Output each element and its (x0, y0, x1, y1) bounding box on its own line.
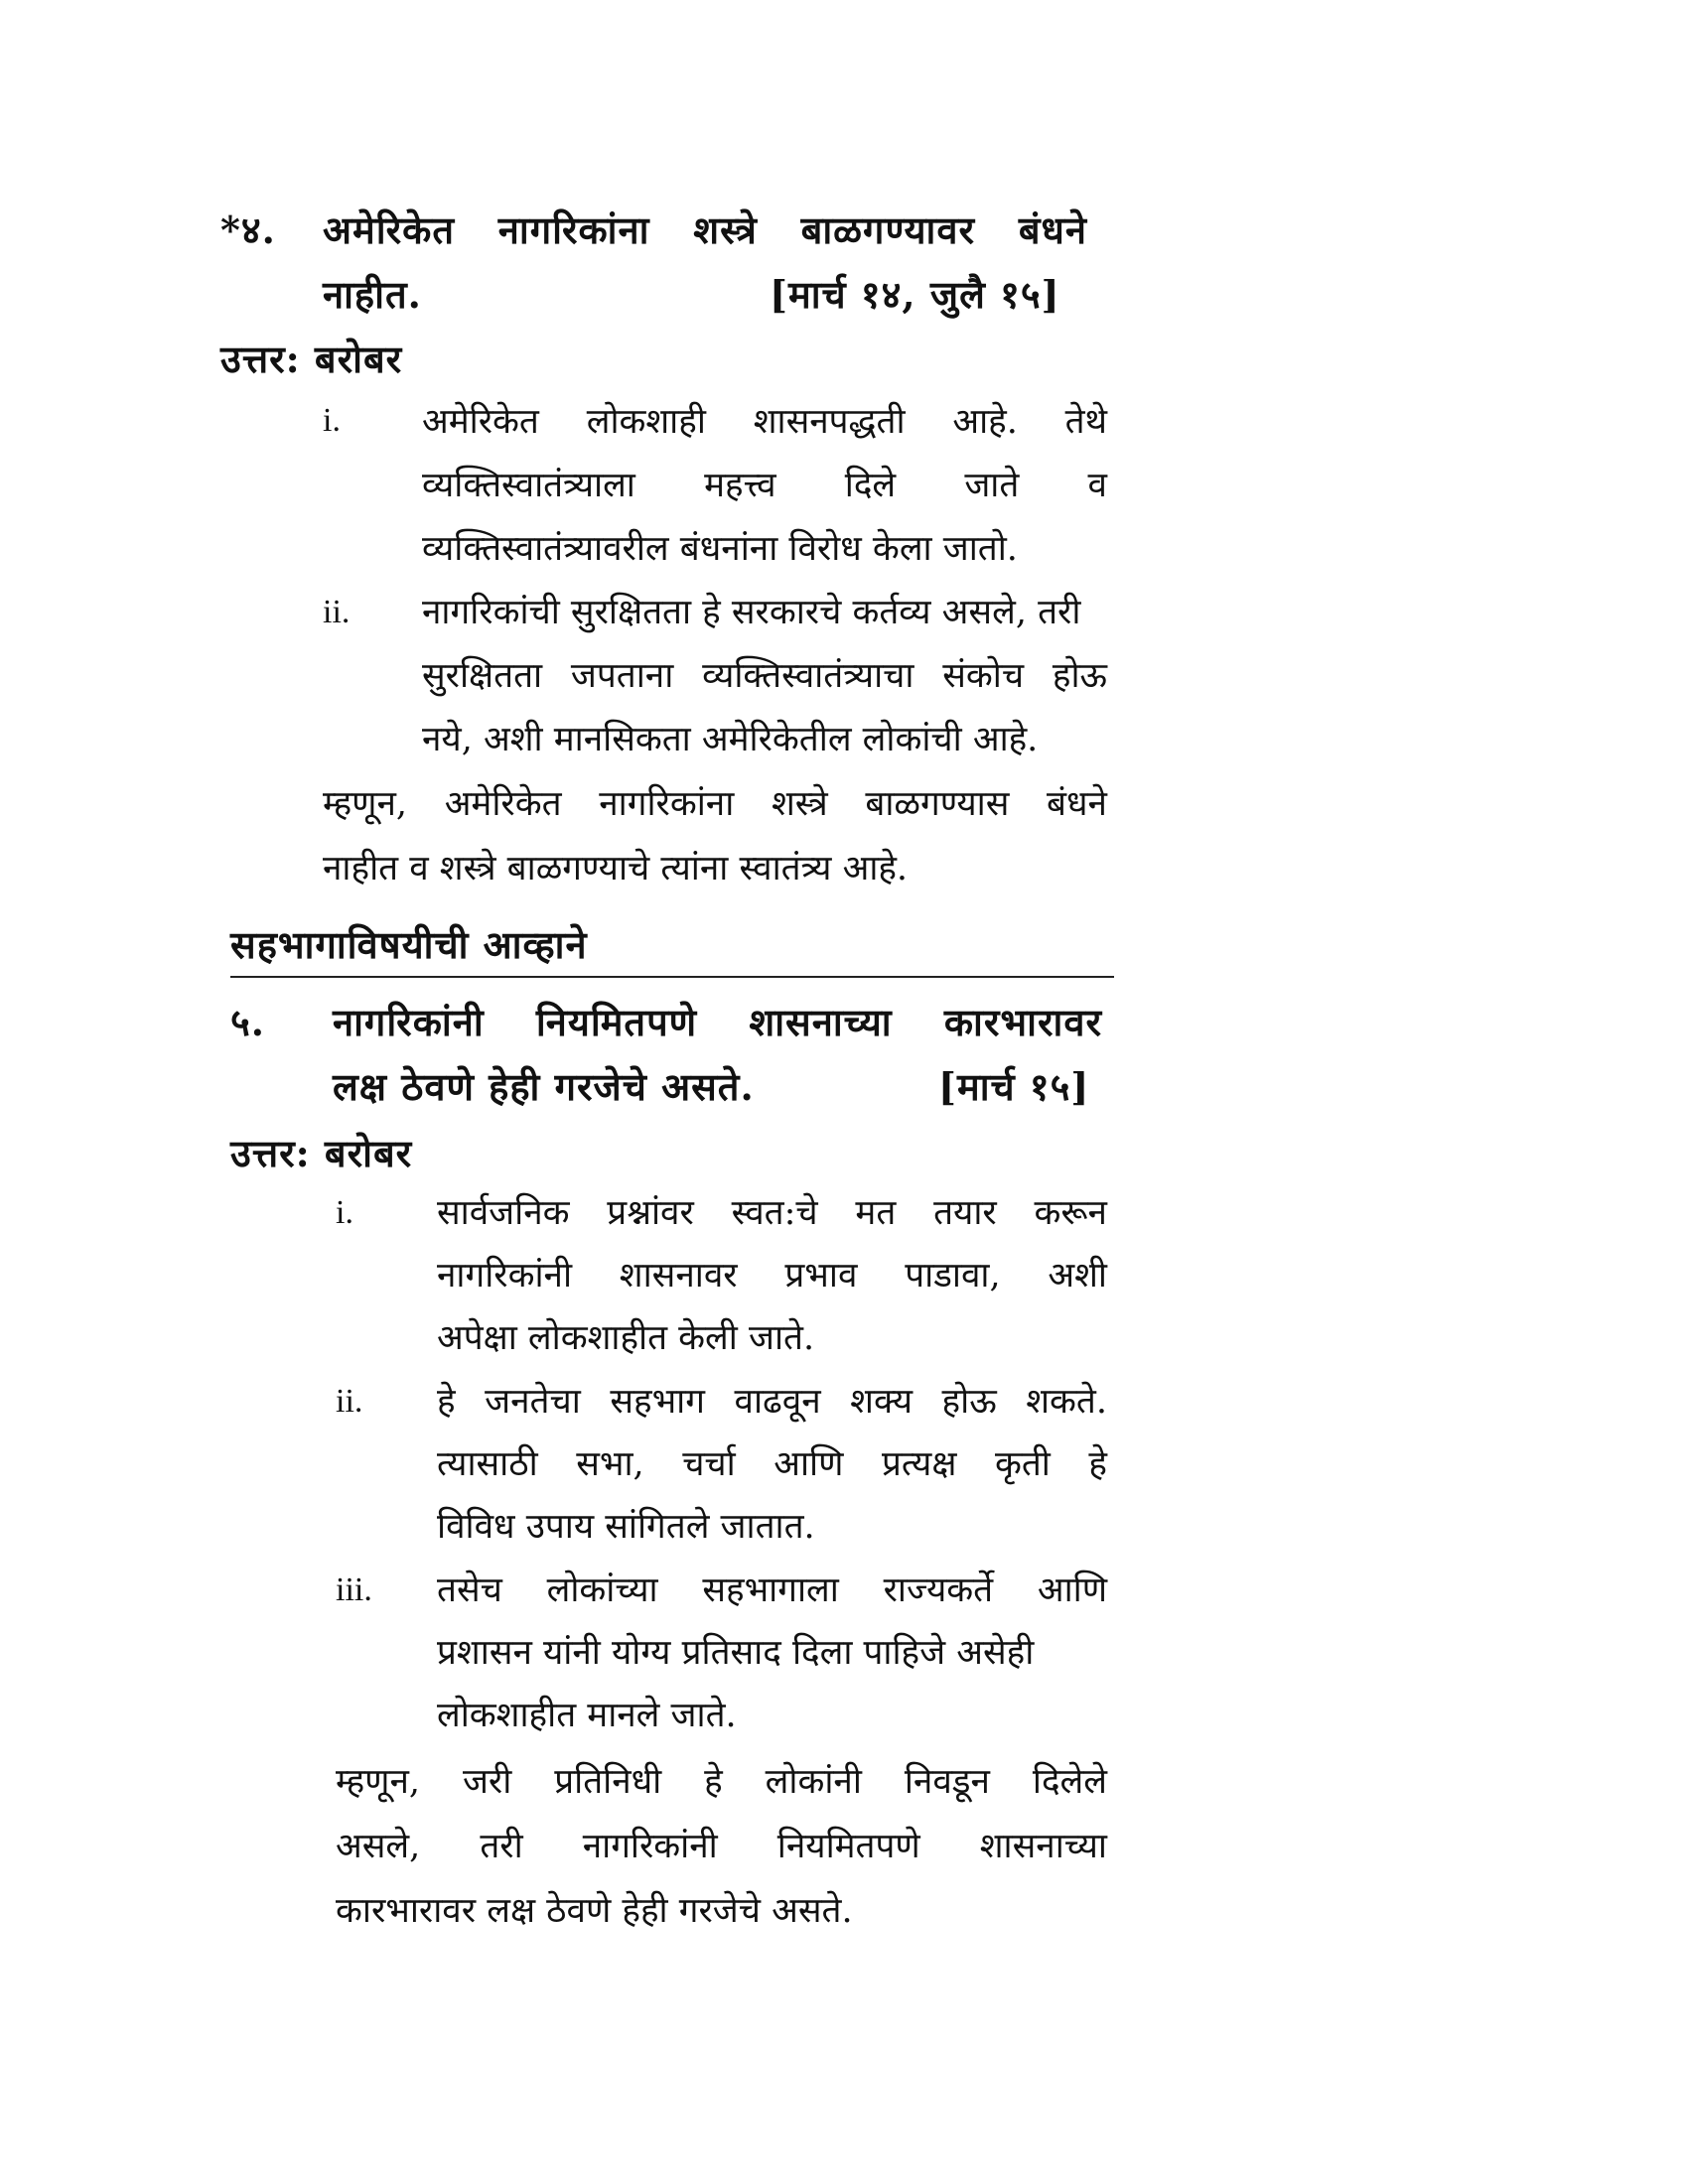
q4-point-1-line-2: व्यक्तिस्वातंत्र्याला महत्त्व दिले जाते व (422, 466, 1107, 505)
question-4-number: *४. (220, 207, 276, 252)
question-4-line-2: नाहीत. (323, 272, 422, 317)
q4-conclusion-line-1: म्हणून, अमेरिकेत नागरिकांना शस्त्रे बाळगण्यास बंधने (323, 784, 1107, 824)
question-4-line-1: अमेरिकेत नागरिकांना शस्त्रे बाळगण्यावर बंधने (323, 207, 1087, 252)
q4-point-2-marker: ii. (323, 594, 351, 630)
q5-point-2-line-1: हे जनतेचा सहभाग वाढवून शक्य होऊ शकते. (437, 1382, 1107, 1422)
q5-point-1-marker: i. (336, 1194, 353, 1231)
q5-point-1-line-3: अपेक्षा लोकशाहीत केली जाते. (437, 1318, 815, 1358)
section-heading: सहभागाविषयीची आव्हाने (230, 922, 588, 967)
question-4-answer-label: उत्तर: बरोबर (220, 337, 403, 381)
section-divider (230, 976, 1114, 978)
q5-point-2-marker: ii. (336, 1383, 363, 1420)
question-5-answer-label: उत्तर: बरोबर (230, 1131, 413, 1175)
question-5-number: ५. (230, 1000, 265, 1044)
q4-conclusion-line-2: नाहीत व शस्त्रे बाळगण्याचे त्यांना स्वातंत्र्य आहे. (323, 849, 909, 888)
question-5-exam-reference: [मार्च १५] (938, 1064, 1090, 1109)
q5-point-1-line-2: नागरिकांनी शासनावर प्रभाव पाडावा, अशी (437, 1256, 1107, 1296)
q5-conclusion-line-1: म्हणून, जरी प्रतिनिधी हे लोकांनी निवडून दिलेले (336, 1762, 1107, 1802)
q4-point-2-line-2: सुरक्षितता जपताना व्यक्तिस्वातंत्र्याचा संकोच होऊ (422, 656, 1107, 696)
q4-point-2-line-3: नये, अशी मानसिकता अमेरिकेतील लोकांची आहे. (422, 720, 1039, 759)
q5-point-2-line-2: त्यासाठी सभा, चर्चा आणि प्रत्यक्ष कृती हे (437, 1444, 1107, 1484)
q5-point-1-line-1: सार्वजनिक प्रश्नांवर स्वत:चे मत तयार करून (437, 1193, 1107, 1233)
q5-point-3-line-2: प्रशासन यांनी योग्य प्रतिसाद दिला पाहिजे असेही (437, 1633, 1035, 1673)
q4-point-1-line-3: व्यक्तिस्वातंत्र्यावरील बंधनांना विरोध केला जातो. (422, 529, 1018, 569)
question-5-line-1: नागरिकांनी नियमितपणे शासनाच्या कारभारावर (333, 1000, 1102, 1044)
q5-point-2-line-3: विविध उपाय सांगितले जातात. (437, 1507, 815, 1547)
q5-point-3-line-3: लोकशाहीत मानले जाते. (437, 1696, 737, 1735)
q5-conclusion-line-3: कारभारावर लक्ष ठेवणे हेही गरजेचे असते. (336, 1891, 853, 1931)
question-5-line-2: लक्ष ठेवणे हेही गरजेचे असते. (333, 1064, 755, 1109)
q5-point-3-line-1: तसेच लोकांच्या सहभागाला राज्यकर्ते आणि (437, 1570, 1107, 1610)
question-4-exam-reference: [मार्च १४, जुलै १५] (770, 272, 1060, 317)
q5-conclusion-line-2: असले, तरी नागरिकांनी नियमितपणे शासनाच्या (336, 1827, 1107, 1866)
q4-point-1-line-1: अमेरिकेत लोकशाही शासनपद्धती आहे. तेथे (422, 402, 1107, 442)
q5-point-3-marker: iii. (336, 1571, 372, 1608)
q4-point-2-line-1: नागरिकांची सुरक्षितता हे सरकारचे कर्तव्य असले, तरी (422, 593, 1081, 632)
q4-point-1-marker: i. (323, 402, 341, 439)
